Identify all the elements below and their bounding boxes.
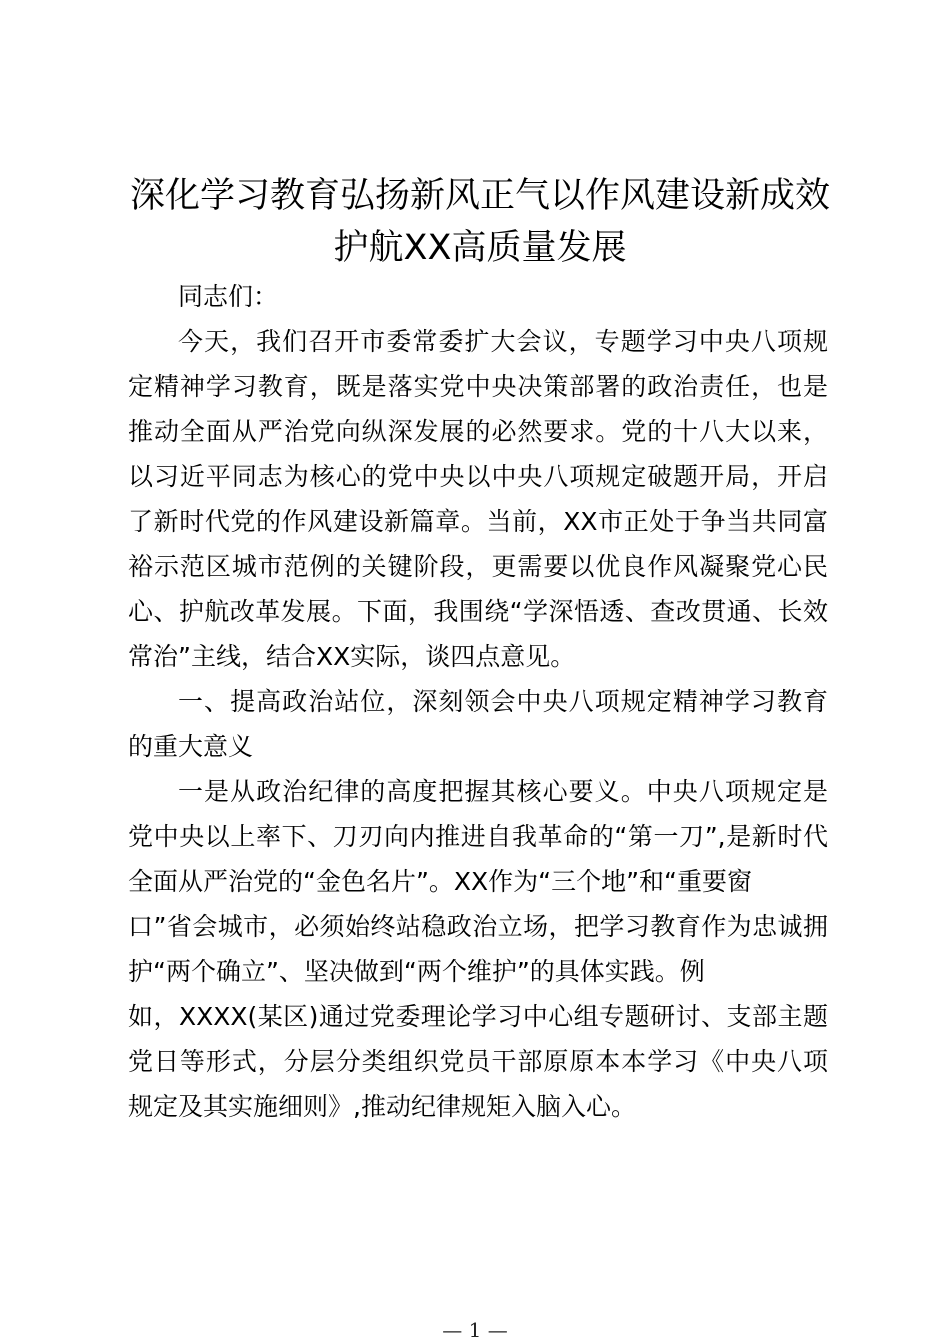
body-line: 全面从严治党的“金色名片”。XX作为“三个地”和“重要窗	[128, 867, 753, 896]
body-line: 规定及其实施细则》,推动纪律规矩入脑入心。	[128, 1092, 636, 1121]
section-heading-line: 的重大意义	[128, 732, 254, 761]
body-line: 裕示范区城市范例的关键阶段，更需要以优良作风凝聚党心民	[128, 552, 828, 581]
body-line: 党日等形式，分层分类组织党员干部原原本本学习《中央八项	[128, 1047, 828, 1076]
document-title-line-1: 深化学习教育弘扬新风正气以作风建设新成效	[129, 176, 830, 216]
body-line: 推动全面从严治党向纵深发展的必然要求。党的十八大以来，	[128, 417, 828, 446]
document-title-line-2: 护航XX高质量发展	[333, 228, 627, 268]
body-line: 了新时代党的作风建设新篇章。当前，XX市正处于争当共同富	[128, 507, 828, 536]
page-number: — 1 —	[442, 1318, 508, 1342]
body-line: 今天，我们召开市委常委扩大会议，专题学习中央八项规	[178, 327, 828, 356]
salutation: 同志们：	[178, 282, 279, 311]
body-line: 护“两个确立”、坚决做到“两个维护”的具体实践。例	[128, 957, 705, 986]
body-line: 心、护航改革发展。下面，我围绕“学深悟透、查改贯通、长效	[128, 597, 828, 626]
body-line: 如，XXXX(某区)通过党委理论学习中心组专题研讨、支部主题	[128, 1002, 828, 1031]
section-heading-line: 一、提高政治站位，深刻领会中央八项规定精神学习教育	[178, 687, 828, 716]
body-line: 常治”主线，结合XX实际，谈四点意见。	[128, 642, 576, 671]
body-line: 以习近平同志为核心的党中央以中央八项规定破题开局，开启	[128, 462, 828, 491]
body-line: 一是从政治纪律的高度把握其核心要义。中央八项规定是	[178, 777, 828, 806]
body-line: 党中央以上率下、刀刃向内推进自我革命的“第一刀”,是新时代	[128, 822, 828, 851]
body-line: 口”省会城市，必须始终站稳政治立场，把学习教育作为忠诚拥	[128, 912, 828, 941]
body-line: 定精神学习教育，既是落实党中央决策部署的政治责任，也是	[128, 372, 828, 401]
